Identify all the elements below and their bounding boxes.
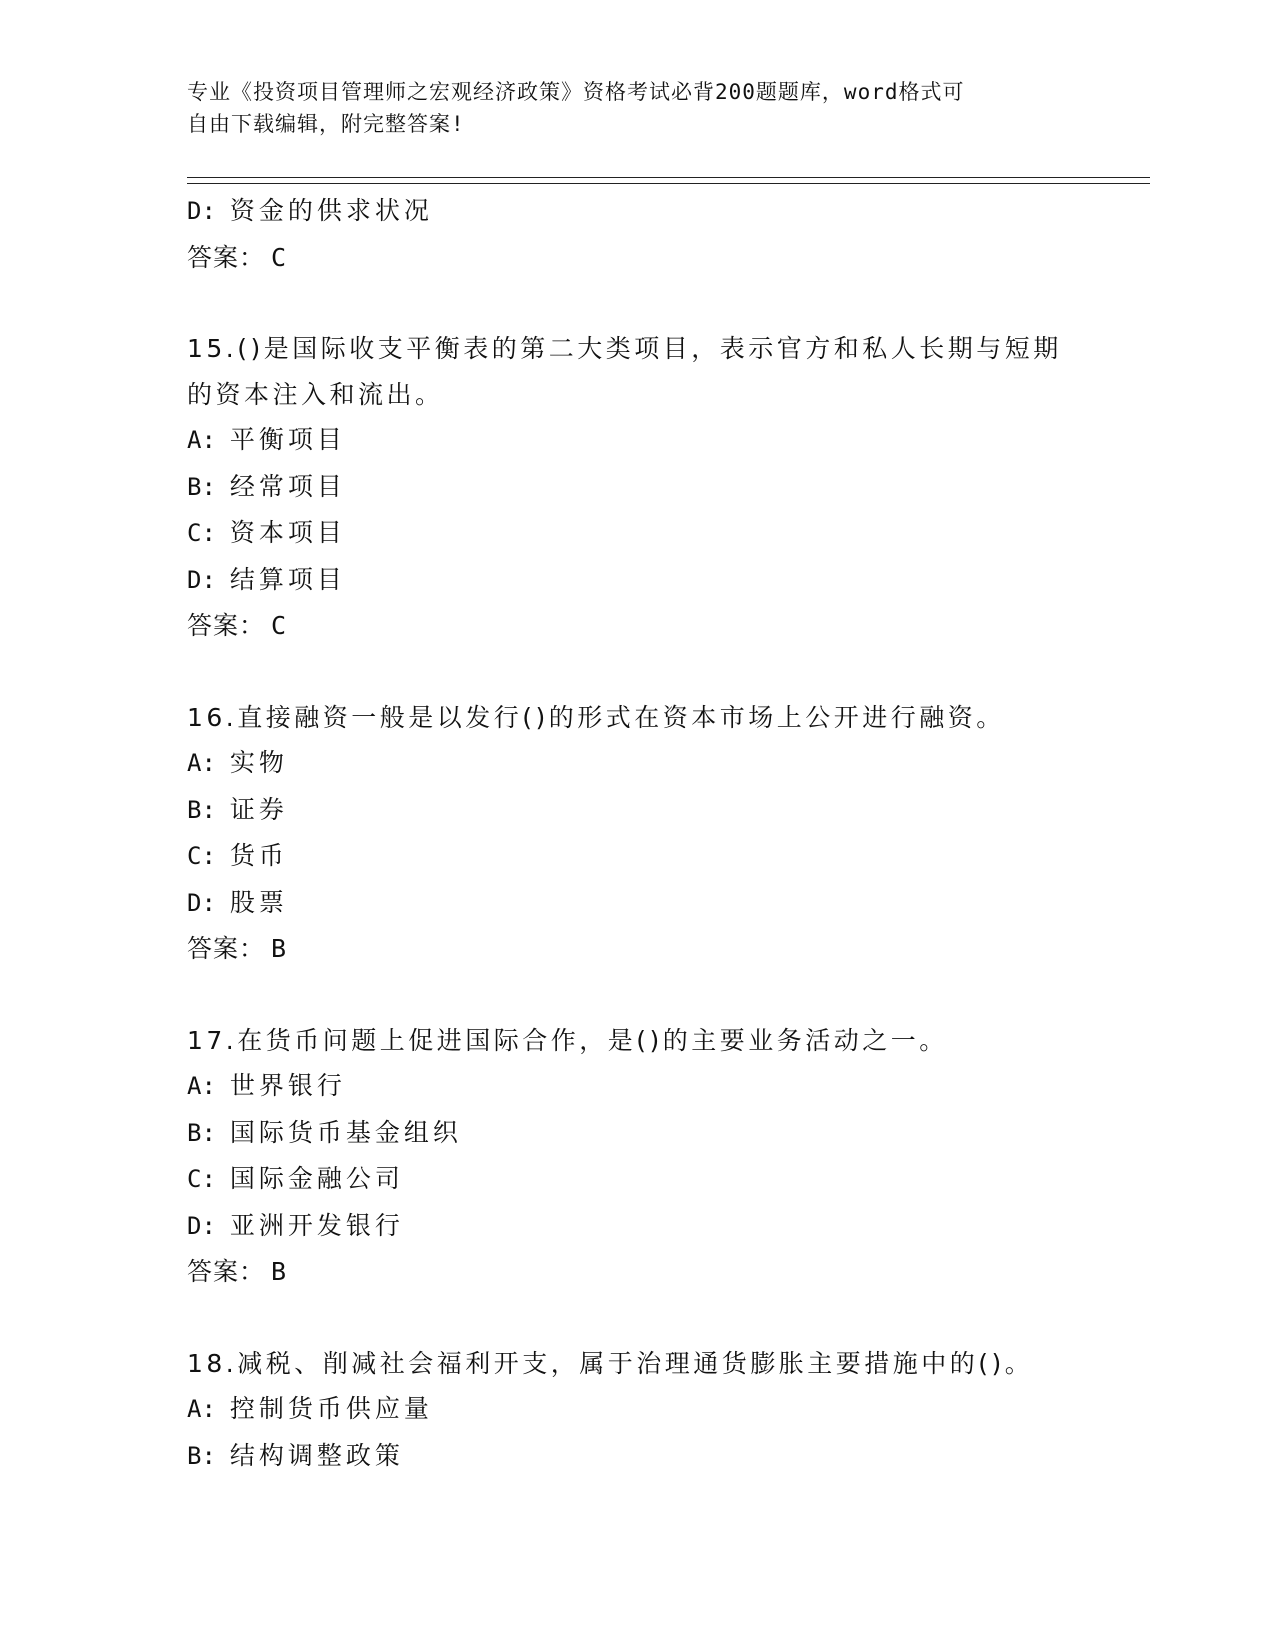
answer-label: 答案： xyxy=(187,934,266,963)
option-text: 实物 xyxy=(229,748,288,777)
option-text: 亚洲开发银行 xyxy=(229,1210,404,1240)
answer-line xyxy=(187,926,1087,972)
header-line-1: 专业《投资项目管理师之宏观经济政策》资格考试必背200题题库，word格式可 xyxy=(187,80,965,104)
option-label: B: xyxy=(187,1118,216,1147)
option-label: D: xyxy=(187,1211,216,1240)
option-d xyxy=(187,557,1087,604)
question-list xyxy=(187,188,1087,1479)
answer-value: C xyxy=(271,611,288,640)
option-text: 证券 xyxy=(229,794,288,824)
option-text: 资金的供求状况 xyxy=(229,196,433,225)
question-16 xyxy=(187,695,1087,972)
option-text: 经常项目 xyxy=(229,471,346,501)
option-text: 结算项目 xyxy=(229,564,346,594)
option-label: A: xyxy=(187,1072,216,1100)
answer-label: 答案： xyxy=(187,1257,266,1286)
answer-line xyxy=(187,1249,1087,1295)
option-text: 国际货币基金组织 xyxy=(229,1117,462,1147)
answer-label: 答案： xyxy=(187,242,266,272)
question-15 xyxy=(187,326,1087,649)
option-d xyxy=(187,880,1087,927)
option-a xyxy=(187,1063,1087,1110)
option-c xyxy=(187,510,1087,557)
option-label: C: xyxy=(187,842,216,870)
answer-value: C xyxy=(271,242,288,272)
option-a xyxy=(187,1386,1087,1433)
option-label: D: xyxy=(187,888,216,917)
option-b xyxy=(187,1433,1087,1480)
option-label: B: xyxy=(187,795,216,824)
option-text: 股票 xyxy=(229,887,288,917)
option-d xyxy=(187,1203,1087,1250)
answer-line xyxy=(187,603,1087,649)
question-text-line-1: 18.减税、削减社会福利开支，属于治理通货膨胀主要措施中的()。 xyxy=(187,1348,1034,1378)
question-text-line-1: 15.()是国际收支平衡表的第二大类项目，表示官方和私人长期与短期 xyxy=(187,334,1062,363)
option-text: 世界银行 xyxy=(229,1071,346,1100)
option-a xyxy=(187,417,1087,464)
option-d xyxy=(187,188,1087,235)
option-text: 结构调整政策 xyxy=(229,1440,404,1470)
header-rule-top xyxy=(187,177,1150,178)
header-line-2: 自由下载编辑，附完整答案! xyxy=(187,112,465,136)
option-b xyxy=(187,1110,1087,1157)
option-text: 资本项目 xyxy=(229,518,346,547)
question-18 xyxy=(187,1341,1087,1480)
option-label: C: xyxy=(187,1165,216,1193)
option-text: 货币 xyxy=(229,841,288,870)
option-b xyxy=(187,787,1087,834)
question-17 xyxy=(187,1018,1087,1295)
option-c xyxy=(187,1156,1087,1203)
option-b xyxy=(187,464,1087,511)
question-14-tail xyxy=(187,188,1087,280)
option-label: A: xyxy=(187,749,216,777)
option-c xyxy=(187,833,1087,880)
option-text: 控制货币供应量 xyxy=(229,1394,433,1423)
answer-label: 答案： xyxy=(187,611,266,640)
option-a xyxy=(187,740,1087,787)
option-label: B: xyxy=(187,472,216,501)
option-label: D: xyxy=(187,197,216,225)
question-text-line-1: 17.在货币问题上促进国际合作，是()的主要业务活动之一。 xyxy=(187,1025,948,1055)
option-label: D: xyxy=(187,565,216,594)
option-text: 国际金融公司 xyxy=(229,1164,404,1193)
document-header xyxy=(187,76,1067,140)
option-text: 平衡项目 xyxy=(229,425,346,454)
option-label: A: xyxy=(187,426,216,454)
answer-value: B xyxy=(271,1257,288,1286)
question-text-line-1: 16.直接融资一般是以发行()的形式在资本市场上公开进行融资。 xyxy=(187,702,1005,732)
option-label: A: xyxy=(187,1395,216,1423)
answer-value: B xyxy=(271,934,288,963)
answer-line xyxy=(187,235,1087,281)
question-text-line-2: 的资本注入和流出。 xyxy=(187,379,444,409)
option-label: C: xyxy=(187,519,216,547)
option-label: B: xyxy=(187,1441,216,1470)
header-rule-bottom xyxy=(187,183,1150,184)
